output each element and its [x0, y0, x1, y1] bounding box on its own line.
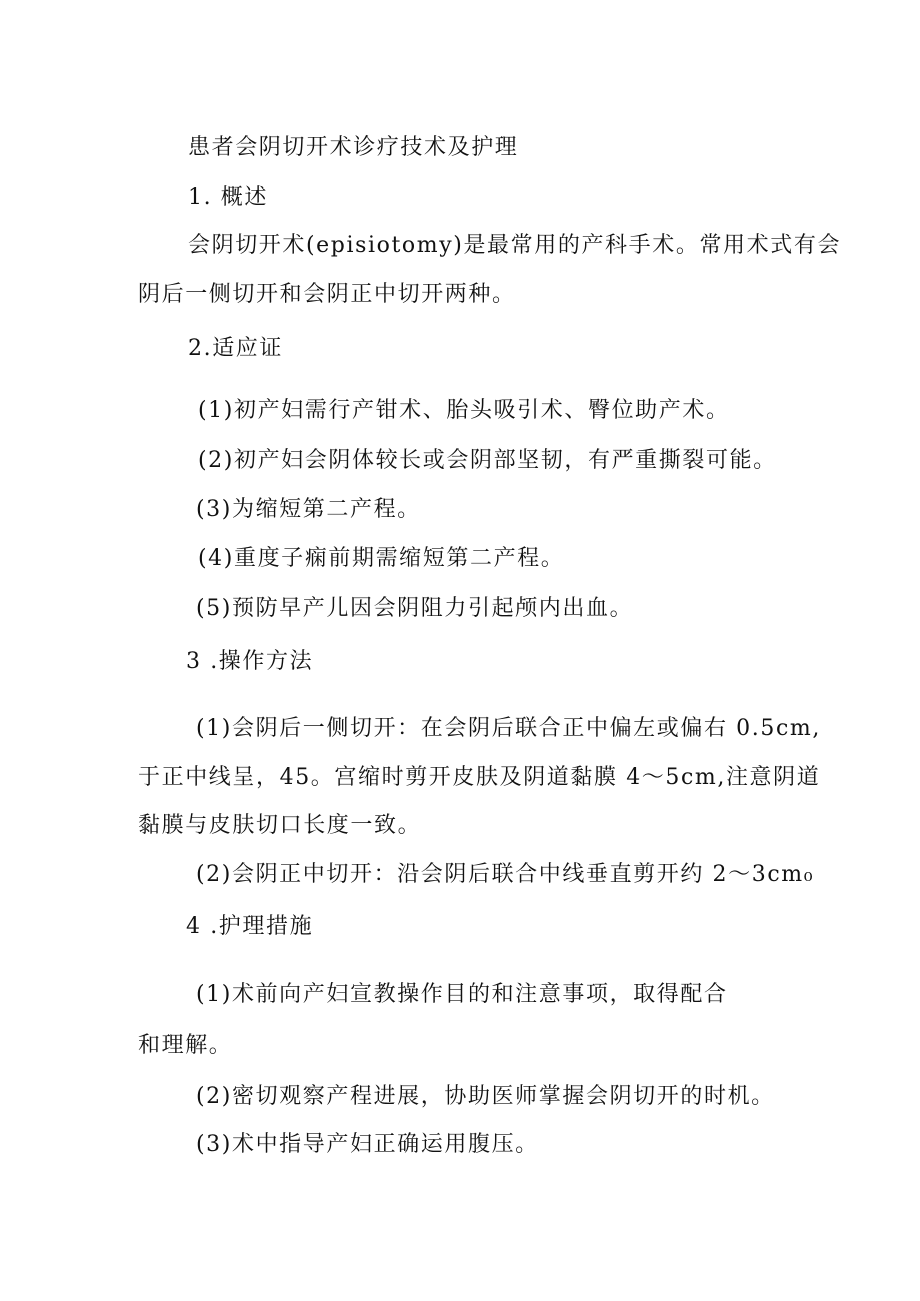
indication-item-4: (4)重度子痫前期需缩短第二产程。	[198, 546, 565, 571]
overview-paragraph-line-2: 阴后一侧切开和会阴正中切开两种。	[138, 282, 516, 307]
section-heading-procedure: 3 .操作方法	[186, 649, 314, 674]
procedure-item-1-line-3: 黏膜与皮肤切口长度一致。	[138, 813, 422, 838]
section-heading-nursing: 4 .护理措施	[186, 914, 314, 939]
procedure-item-1-line-2: 于正中线呈，45。宫缩时剪开皮肤及阴道黏膜 4～5cm,注意阴道	[138, 765, 821, 790]
indication-item-5: (5)预防早产儿因会阴阻力引起颅内出血。	[196, 596, 634, 621]
overview-paragraph-line-1: 会阴切开术(episiotomy)是最常用的产科手术。常用术式有会	[188, 233, 842, 258]
procedure-item-2: (2)会阴正中切开：沿会阴后联合中线垂直剪开约 2～3cm₀	[196, 862, 815, 887]
nursing-item-2: (2)密切观察产程进展，协助医师掌握会阴切开的时机。	[196, 1084, 775, 1109]
indication-item-2: (2)初产妇会阴体较长或会阴部坚韧，有严重撕裂可能。	[198, 448, 777, 473]
procedure-item-1-line-1: (1)会阴后一侧切开：在会阴后联合正中偏左或偏右 0.5cm,	[196, 716, 821, 741]
nursing-item-1-line-1: (1)术前向产妇宣教操作目的和注意事项，取得配合	[196, 982, 728, 1007]
indication-item-3: (3)为缩短第二产程。	[196, 497, 421, 522]
indication-item-1: (1)初产妇需行产钳术、胎头吸引术、臀位助产术。	[198, 398, 730, 423]
nursing-item-1-line-2: 和理解。	[138, 1033, 233, 1058]
section-heading-indications: 2.适应证	[188, 336, 283, 361]
document-title: 患者会阴切开术诊疗技术及护理	[188, 135, 519, 160]
nursing-item-3: (3)术中指导产妇正确运用腹压。	[196, 1132, 539, 1157]
section-heading-overview: 1. 概述	[188, 185, 268, 210]
